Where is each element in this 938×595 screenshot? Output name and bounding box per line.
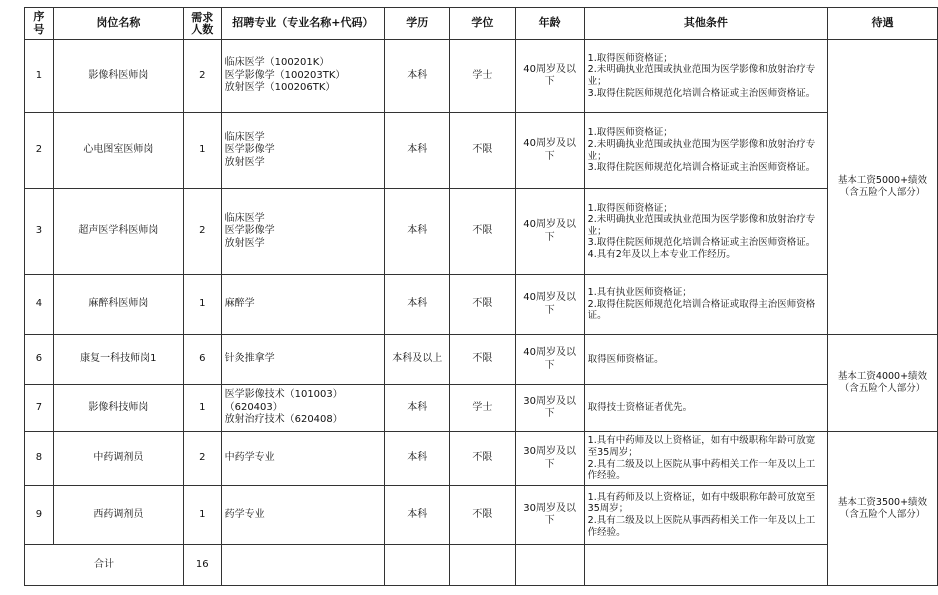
cell-demand: 1 [183, 486, 221, 545]
major-line: 放射医学 [224, 156, 265, 168]
cell-major [221, 113, 385, 189]
cell-edu: 本科 [385, 486, 450, 545]
cell-edu: 本科 [385, 189, 450, 275]
cell-major [221, 486, 385, 545]
cell-major [221, 189, 385, 275]
cell-other [584, 335, 827, 385]
cell-age: 40周岁及以下 [515, 275, 584, 335]
cell-other [584, 385, 827, 432]
condition-line: 取得医师资格证。 [587, 353, 664, 365]
condition-line: 1.取得医师资格证； [587, 52, 673, 64]
table-row [25, 40, 938, 113]
condition-line: 2.具有二级及以上医院从事西药相关工作一年及以上工作经验。 [587, 515, 816, 538]
cell-post: 西药调剂员 [53, 486, 183, 545]
header-other: 其他条件 [584, 8, 827, 40]
cell-seq: 6 [25, 335, 54, 385]
condition-line: 4.具有2年及以上本专业工作经历。 [587, 248, 736, 260]
cell-major [221, 335, 385, 385]
header-row [25, 8, 938, 40]
cell-edu: 本科 [385, 40, 450, 113]
cell-degree: 学士 [450, 385, 515, 432]
empty-cell [385, 545, 450, 586]
major-line: 放射治疗技术（620408） [224, 414, 343, 426]
cell-benefit [827, 432, 937, 586]
cell-edu: 本科 [385, 432, 450, 486]
benefit-line: （含五险个人部分） [839, 508, 926, 520]
condition-line: 1.取得医师资格证； [587, 127, 673, 139]
condition-line: 1.取得医师资格证； [587, 202, 673, 214]
table-row [25, 385, 938, 432]
condition-line: 1.具有药师及以上资格证，如有中级职称年龄可放宽至35周岁； [587, 491, 816, 515]
cell-age: 40周岁及以下 [515, 335, 584, 385]
benefit-line: 基本工资5000+绩效 [837, 175, 928, 186]
cell-degree: 不限 [450, 275, 515, 335]
condition-line: 2.取得住院医师规范化培训合格证或取得主治医师资格证。 [587, 298, 816, 322]
cell-demand: 2 [183, 432, 221, 486]
cell-degree: 不限 [450, 486, 515, 545]
cell-benefit [827, 335, 937, 432]
major-line: 医学影像学（100203TK） [224, 69, 346, 81]
major-line: 麻醉学 [224, 298, 255, 310]
cell-degree: 不限 [450, 189, 515, 275]
header-age: 年龄 [515, 8, 584, 40]
cell-other [584, 189, 827, 275]
condition-line: 2.未明确执业范围或执业范围为医学影像和放射治疗专业； [587, 64, 816, 87]
header-edu: 学历 [385, 8, 450, 40]
cell-other [584, 432, 827, 486]
condition-line: 2.具有二级及以上医院从事中药相关工作一年及以上工作经验。 [587, 458, 816, 482]
header-major: 招聘专业（专业名称+代码） [221, 8, 385, 40]
cell-other [584, 113, 827, 189]
cell-age: 30周岁及以下 [515, 486, 584, 545]
cell-age: 30周岁及以下 [515, 385, 584, 432]
cell-edu: 本科 [385, 275, 450, 335]
major-line: 放射医学 [224, 237, 265, 249]
total-row [25, 545, 938, 586]
cell-age: 30周岁及以下 [515, 432, 584, 486]
cell-major [221, 432, 385, 486]
benefit-line: （含五险个人部分） [839, 383, 926, 394]
cell-post: 心电图室医师岗 [53, 113, 183, 189]
major-line: 医学影像学 [224, 225, 275, 237]
cell-benefit [827, 40, 937, 335]
header-demand: 需求人数 [183, 8, 221, 40]
major-line: 医学影像技术（101003） [224, 389, 343, 401]
cell-demand: 1 [183, 275, 221, 335]
header-post: 岗位名称 [53, 8, 183, 40]
condition-line: 1.具有执业医师资格证； [587, 287, 692, 299]
table-row [25, 189, 938, 275]
cell-demand: 1 [183, 385, 221, 432]
cell-post: 影像科技师岗 [53, 385, 183, 432]
cell-seq: 7 [25, 385, 54, 432]
cell-seq: 2 [25, 113, 54, 189]
cell-major [221, 385, 385, 432]
cell-seq: 1 [25, 40, 54, 113]
empty-cell [221, 545, 385, 586]
header-benefit: 待遇 [827, 8, 937, 40]
empty-cell [450, 545, 515, 586]
cell-major [221, 40, 385, 113]
cell-edu: 本科 [385, 113, 450, 189]
condition-line: 3.取得住院医师规范化培训合格证或主治医师资格证。 [587, 87, 816, 99]
major-line: 中药学专业 [224, 452, 275, 464]
cell-other [584, 275, 827, 335]
total-value: 16 [183, 545, 221, 586]
cell-age: 40周岁及以下 [515, 189, 584, 275]
cell-post: 麻醉科医师岗 [53, 275, 183, 335]
major-line: 药学专业 [224, 508, 265, 520]
table-row [25, 335, 938, 385]
cell-post: 超声医学科医师岗 [53, 189, 183, 275]
cell-post: 中药调剂员 [53, 432, 183, 486]
total-label: 合计 [25, 545, 184, 586]
header-degree: 学位 [450, 8, 515, 40]
condition-line: 2.未明确执业范围或执业范围为医学影像和放射治疗专业； [587, 214, 816, 237]
cell-edu: 本科及以上 [385, 335, 450, 385]
major-line: 临床医学（100201K） [224, 57, 330, 69]
cell-post: 影像科医师岗 [53, 40, 183, 113]
condition-line: 2.未明确执业范围或执业范围为医学影像和放射治疗专业； [587, 138, 816, 162]
table-row [25, 432, 938, 486]
major-line: （620403） [224, 401, 283, 413]
cell-seq: 3 [25, 189, 54, 275]
cell-seq: 8 [25, 432, 54, 486]
condition-line: 取得技士资格证者优先。 [587, 402, 693, 414]
cell-demand: 2 [183, 189, 221, 275]
cell-demand: 6 [183, 335, 221, 385]
major-line: 临床医学 [224, 212, 265, 224]
major-line: 临床医学 [224, 131, 265, 143]
major-line: 针灸推拿学 [224, 353, 275, 365]
header-seq: 序号 [25, 8, 54, 40]
cell-other [584, 40, 827, 113]
condition-line: 3.取得住院医师规范化培训合格证或主治医师资格证。 [587, 162, 816, 174]
cell-degree: 不限 [450, 432, 515, 486]
cell-other [584, 486, 827, 545]
cell-degree: 不限 [450, 335, 515, 385]
condition-line: 3.取得住院医师规范化培训合格证或主治医师资格证。 [587, 237, 816, 249]
cell-demand: 2 [183, 40, 221, 113]
cell-major [221, 275, 385, 335]
empty-cell [515, 545, 584, 586]
table-row [25, 113, 938, 189]
condition-line: 1.具有中药师及以上资格证，如有中级职称年龄可放宽至35周岁； [587, 435, 816, 458]
empty-cell [584, 545, 827, 586]
cell-edu: 本科 [385, 385, 450, 432]
benefit-line: 基本工资4000+绩效 [837, 371, 928, 382]
cell-demand: 1 [183, 113, 221, 189]
cell-degree: 学士 [450, 40, 515, 113]
cell-age: 40周岁及以下 [515, 113, 584, 189]
major-line: 放射医学（100206TK） [224, 82, 336, 94]
recruitment-table-container [24, 7, 938, 586]
major-line: 医学影像学 [224, 144, 275, 156]
recruitment-table [24, 7, 938, 586]
cell-age: 40周岁及以下 [515, 40, 584, 113]
cell-post: 康复一科技师岗1 [53, 335, 183, 385]
benefit-line: 基本工资3500+绩效 [837, 496, 928, 508]
table-row [25, 275, 938, 335]
cell-seq: 4 [25, 275, 54, 335]
table-row [25, 486, 938, 545]
cell-seq: 9 [25, 486, 54, 545]
benefit-line: （含五险个人部分） [839, 187, 926, 198]
cell-degree: 不限 [450, 113, 515, 189]
